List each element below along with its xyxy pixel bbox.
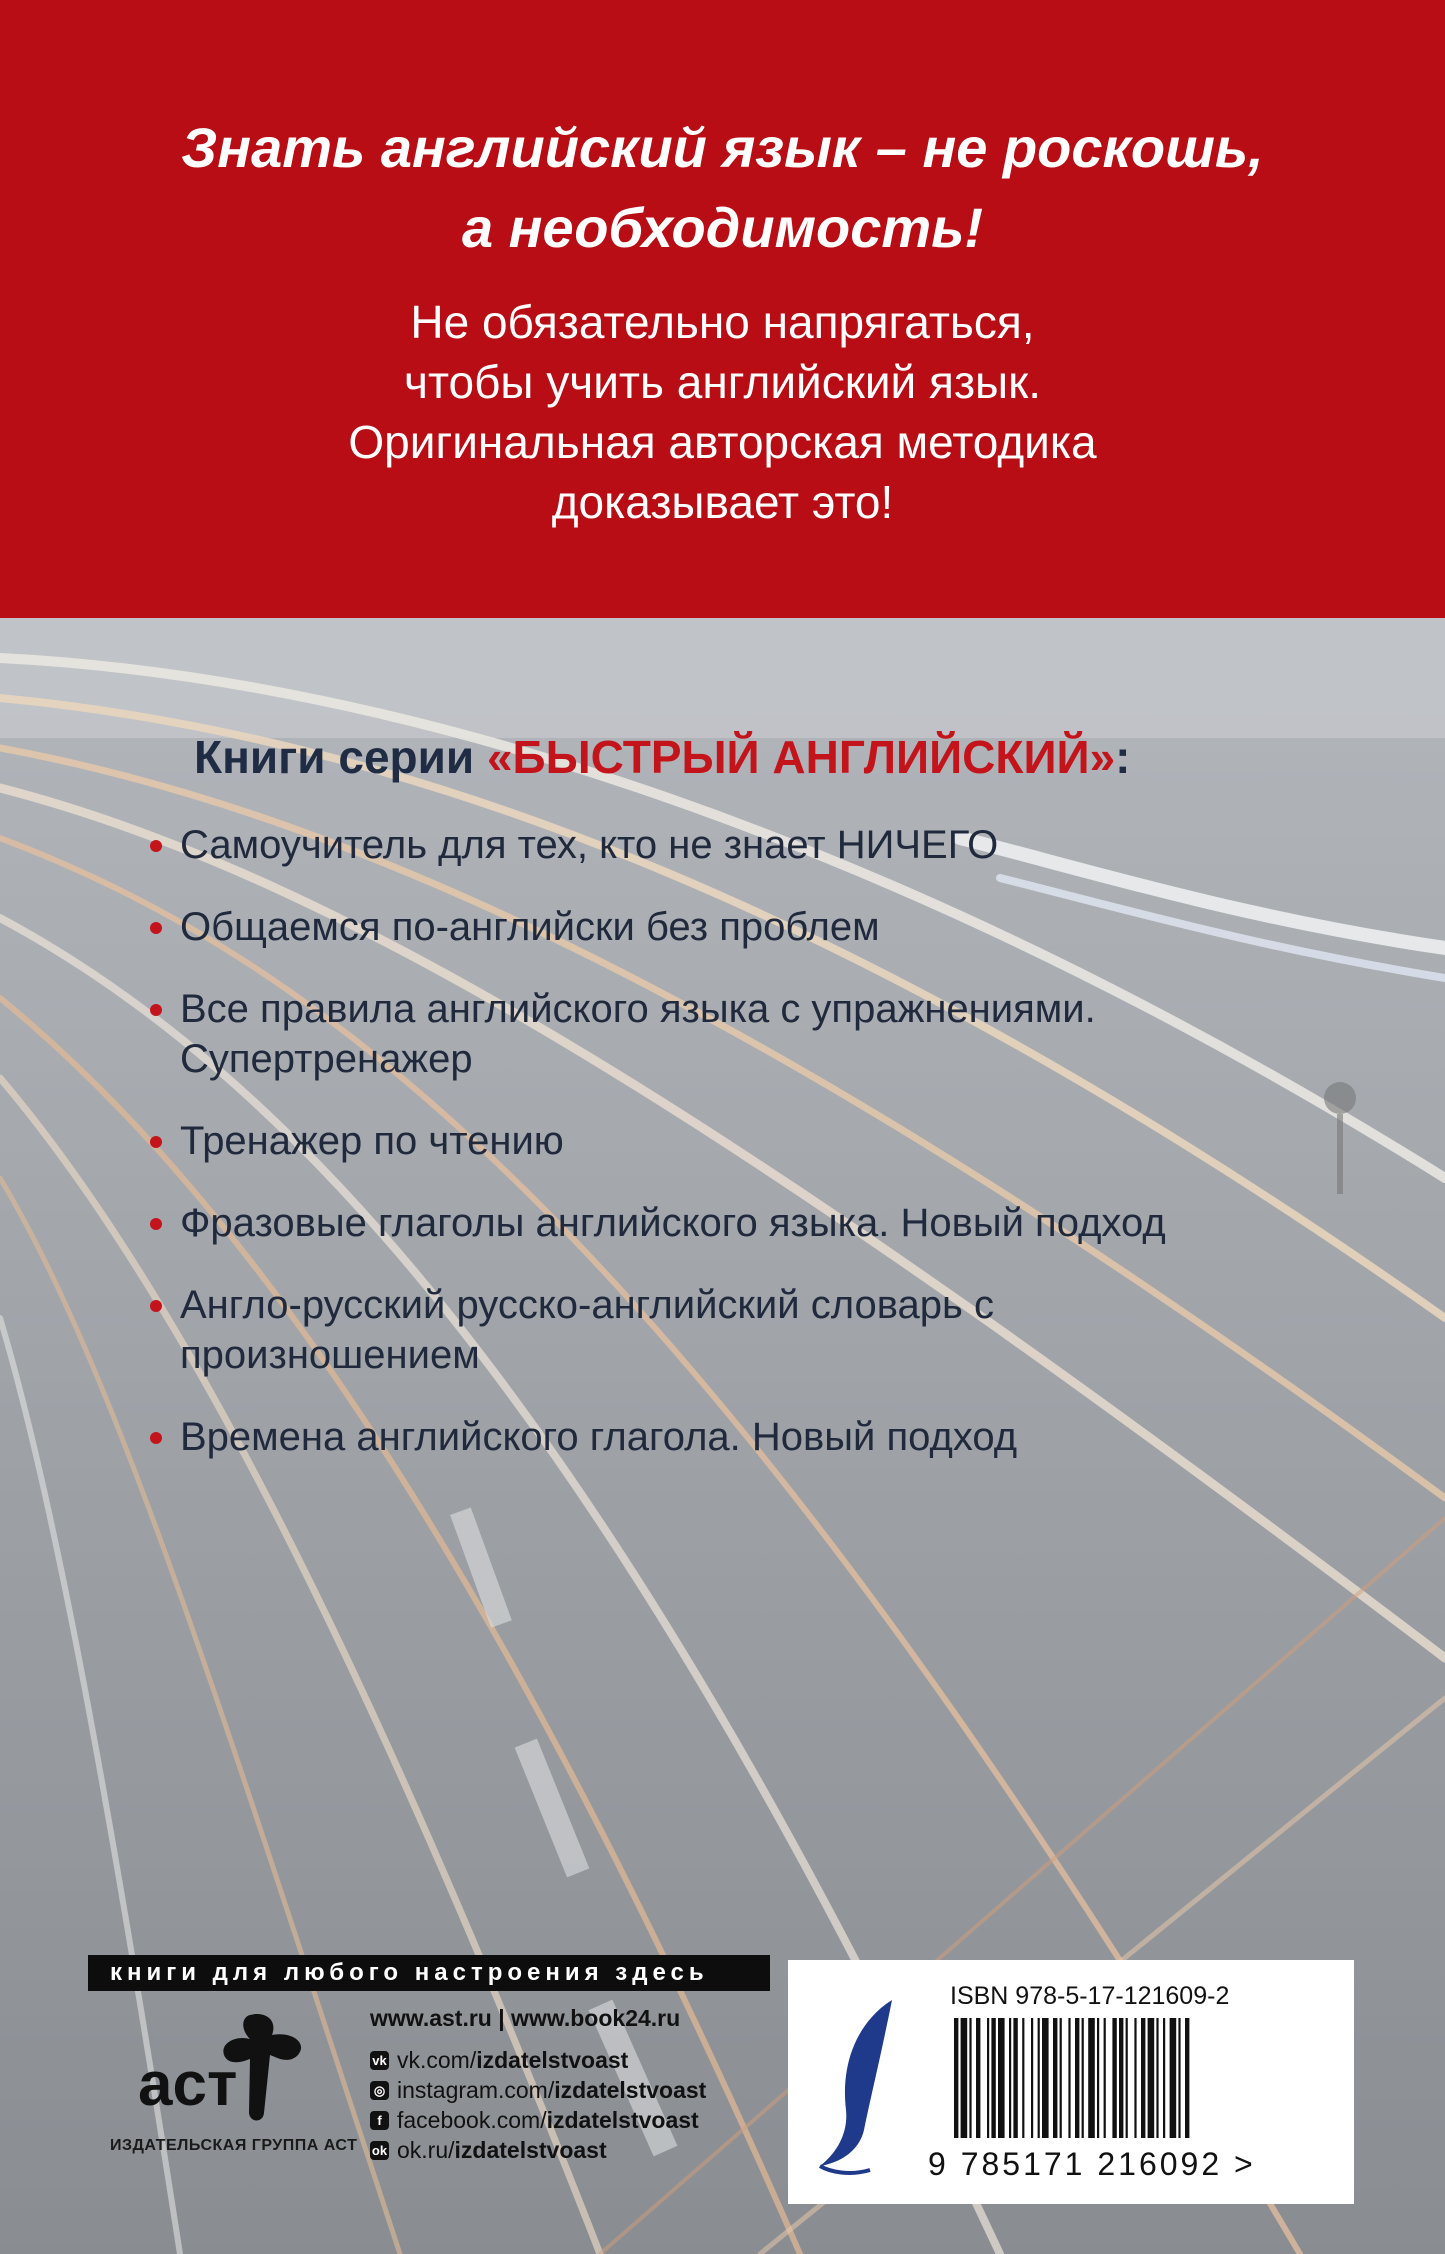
book-title: Тренажер по чтению bbox=[180, 1119, 564, 1163]
facebook-icon: f bbox=[370, 2111, 389, 2130]
book-title: Все правила английского языка с упражнениями. Супертренажер bbox=[180, 987, 1096, 1081]
barcode-bar bbox=[1053, 2018, 1057, 2138]
series-name: «БЫСТРЫЙ АНГЛИЙСКИЙ» bbox=[486, 731, 1116, 783]
bullet-icon bbox=[150, 1136, 162, 1148]
barcode-bar bbox=[1112, 2018, 1116, 2138]
list-item bbox=[150, 1116, 1310, 1166]
list-item bbox=[150, 984, 1180, 1084]
tagline-strip: книги для любого настроения здесь bbox=[88, 1955, 770, 1991]
barcode-bar bbox=[1134, 2018, 1136, 2138]
barcode-bar bbox=[1156, 2018, 1158, 2138]
intro-line: чтобы учить английский язык. bbox=[403, 356, 1041, 408]
intro-line: Оригинальная авторская методика bbox=[348, 416, 1097, 468]
quill-logo-icon bbox=[800, 1990, 910, 2190]
barcode-bar bbox=[969, 2018, 971, 2138]
bullet-icon bbox=[150, 1300, 162, 1312]
book-title: Общаемся по-английски без проблем bbox=[180, 905, 880, 949]
barcode-bar bbox=[1104, 2018, 1106, 2138]
barcode-bar bbox=[1042, 2018, 1049, 2138]
list-item bbox=[150, 820, 1310, 870]
barcode-bar bbox=[1022, 2018, 1024, 2138]
barcode-bar bbox=[1126, 2018, 1128, 2138]
social-prefix: facebook.com/ bbox=[397, 2107, 547, 2133]
barcode-panel bbox=[788, 1960, 1354, 2204]
ast-logo bbox=[132, 2005, 312, 2125]
social-handle: izdatelstvoast bbox=[546, 2107, 699, 2133]
barcode-bar bbox=[1038, 2018, 1040, 2138]
barcode-bar bbox=[987, 2018, 989, 2138]
series-title bbox=[194, 730, 1130, 784]
book-title: Англо-русский русско-английский словарь с произношением bbox=[180, 1283, 995, 1377]
barcode-bar bbox=[954, 2018, 958, 2138]
logo-text: аст bbox=[138, 2050, 238, 2119]
bullet-icon bbox=[150, 1432, 162, 1444]
social-prefix: vk.com/ bbox=[397, 2047, 477, 2073]
barcode-bar bbox=[998, 2018, 1005, 2138]
social-prefix: instagram.com/ bbox=[397, 2077, 555, 2103]
intro-line: доказывает это! bbox=[551, 476, 894, 528]
website-links[interactable]: www.ast.ru | www.book24.ru bbox=[370, 2005, 681, 2031]
barcode bbox=[950, 2018, 1330, 2144]
social-handle: izdatelstvoast bbox=[476, 2047, 629, 2073]
vk-icon: vk bbox=[370, 2051, 389, 2070]
barcode-bar bbox=[1163, 2018, 1165, 2138]
intro-line: Не обязательно напрягаться, bbox=[410, 296, 1035, 348]
social-prefix: ok.ru/ bbox=[397, 2137, 455, 2163]
barcode-bar bbox=[1088, 2018, 1095, 2138]
series-book-list bbox=[150, 820, 1310, 1494]
barcode-bar bbox=[991, 2018, 995, 2138]
instagram-icon: ◎ bbox=[370, 2081, 389, 2100]
barcode-bar bbox=[1141, 2018, 1145, 2138]
publisher-group-label: ИЗДАТЕЛЬСКАЯ ГРУППА АСТ bbox=[110, 2137, 358, 2154]
barcode-digits: 9 785171 216092 > bbox=[928, 2146, 1256, 2182]
barcode-bar bbox=[1148, 2018, 1155, 2138]
social-handle: izdatelstvoast bbox=[454, 2137, 607, 2163]
barcode-bar bbox=[1068, 2018, 1070, 2138]
barcode-bar bbox=[1013, 2018, 1017, 2138]
series-suffix: : bbox=[1115, 731, 1131, 783]
barcode-bar bbox=[1119, 2018, 1123, 2138]
barcode-bar bbox=[1031, 2018, 1033, 2138]
barcode-bar bbox=[1097, 2018, 1099, 2138]
headline-line-2: а необходимость! bbox=[461, 196, 984, 259]
barcode-bar bbox=[1178, 2018, 1180, 2138]
bullet-icon bbox=[150, 1218, 162, 1230]
barcode-bar bbox=[1185, 2018, 1189, 2138]
barcode-bar bbox=[1170, 2018, 1177, 2138]
barcode-bar bbox=[1060, 2018, 1062, 2138]
intro-text bbox=[0, 292, 1445, 532]
bullet-icon bbox=[150, 922, 162, 934]
barcode-bar bbox=[976, 2018, 980, 2138]
social-link-vk[interactable] bbox=[370, 2045, 706, 2075]
isbn-text: ISBN 978-5-17-121609-2 bbox=[950, 1982, 1230, 2010]
headline bbox=[0, 108, 1445, 268]
barcode-bar bbox=[1009, 2018, 1011, 2138]
list-item bbox=[150, 1198, 1310, 1248]
series-prefix: Книги серии bbox=[194, 731, 487, 783]
social-handle: izdatelstvoast bbox=[554, 2077, 707, 2103]
social-links bbox=[370, 2045, 706, 2165]
barcode-bar bbox=[961, 2018, 968, 2138]
social-link-ok[interactable] bbox=[370, 2135, 706, 2165]
social-link-facebook[interactable] bbox=[370, 2105, 706, 2135]
list-item bbox=[150, 1280, 1100, 1380]
bullet-icon bbox=[150, 840, 162, 852]
social-link-instagram[interactable] bbox=[370, 2075, 706, 2105]
book-title: Фразовые глаголы английского языка. Новый подход bbox=[180, 1201, 1166, 1245]
list-item bbox=[150, 1412, 1310, 1462]
barcode-bar bbox=[1075, 2018, 1079, 2138]
bullet-icon bbox=[150, 1004, 162, 1016]
headline-line-1: Знать английский язык – не роскошь, bbox=[181, 116, 1264, 179]
list-item bbox=[150, 902, 1310, 952]
barcode-bar bbox=[1082, 2018, 1084, 2138]
odnoklassniki-icon: ok bbox=[371, 2142, 388, 2158]
book-title: Времена английского глагола. Новый подход bbox=[180, 1415, 1018, 1459]
book-title: Самоучитель для тех, кто не знает НИЧЕГО bbox=[180, 823, 999, 867]
